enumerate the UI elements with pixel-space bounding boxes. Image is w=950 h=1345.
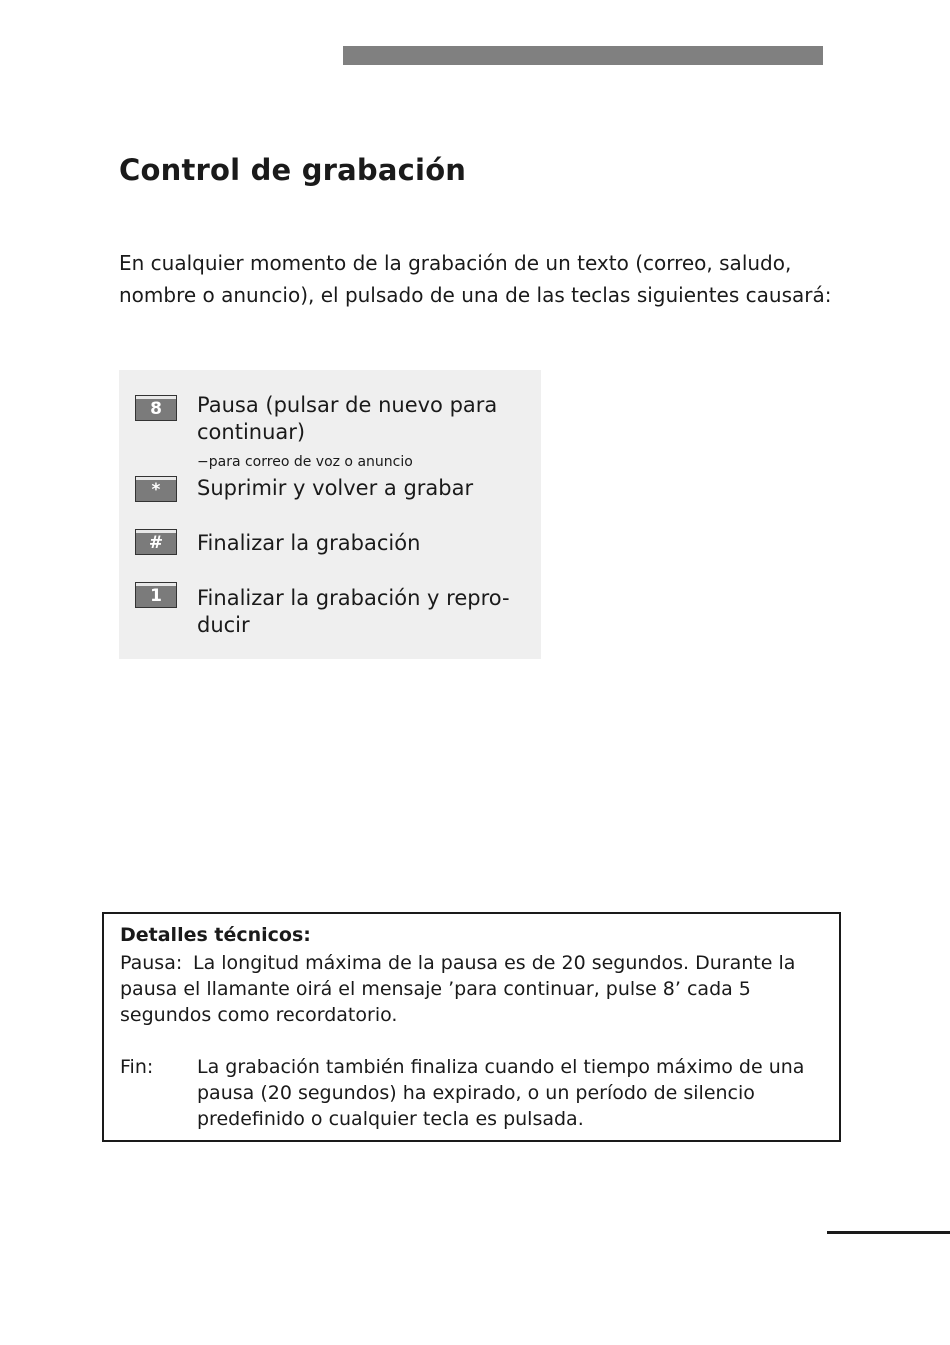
footer-rule: [827, 1231, 950, 1234]
key-8-label: Pausa (pulsar de nuevo para continuar): [197, 393, 498, 444]
details-item-pausa: [120, 950, 835, 1028]
details-item-term: Pausa:: [120, 952, 183, 974]
details-item-text: La grabación también finaliza cuando el tiempo máximo de una pausa (20 segundos) ha expirado, o un período de silencio predefinido o cualquier tecla es pulsada.: [197, 1056, 805, 1130]
key-1-label: Finalizar la grabación y repro- ducir: [197, 586, 510, 637]
key-hash-icon: #: [135, 529, 177, 555]
page-title: Control de grabación: [119, 153, 467, 187]
key-star-label: Suprimir y volver a grabar: [197, 476, 474, 500]
details-item-fin: [120, 1054, 835, 1132]
key-commands-panel: [119, 370, 541, 659]
key-8-note: −para correo de voz o anuncio: [197, 454, 413, 470]
key-1-icon: 1: [135, 582, 177, 608]
key-8-icon: 8: [135, 395, 177, 421]
key-star-icon: *: [135, 476, 177, 502]
technical-details-box: [102, 912, 841, 1142]
intro-paragraph: En cualquier momento de la grabación de un texto (correo, saludo, nombre o anuncio), el pulsado de una de las teclas siguientes causará:: [119, 251, 832, 307]
header-bar: [343, 46, 823, 65]
details-item-term: Fin:: [120, 1056, 154, 1078]
details-heading: Detalles técnicos:: [120, 924, 311, 946]
key-hash-label: Finalizar la grabación: [197, 531, 421, 555]
details-item-text: La longitud máxima de la pausa es de 20 segundos. Durante la pausa el llamante oirá el mensaje ’para continuar, pulse 8’ cada 5 segundos como recordatorio.: [120, 952, 796, 1026]
